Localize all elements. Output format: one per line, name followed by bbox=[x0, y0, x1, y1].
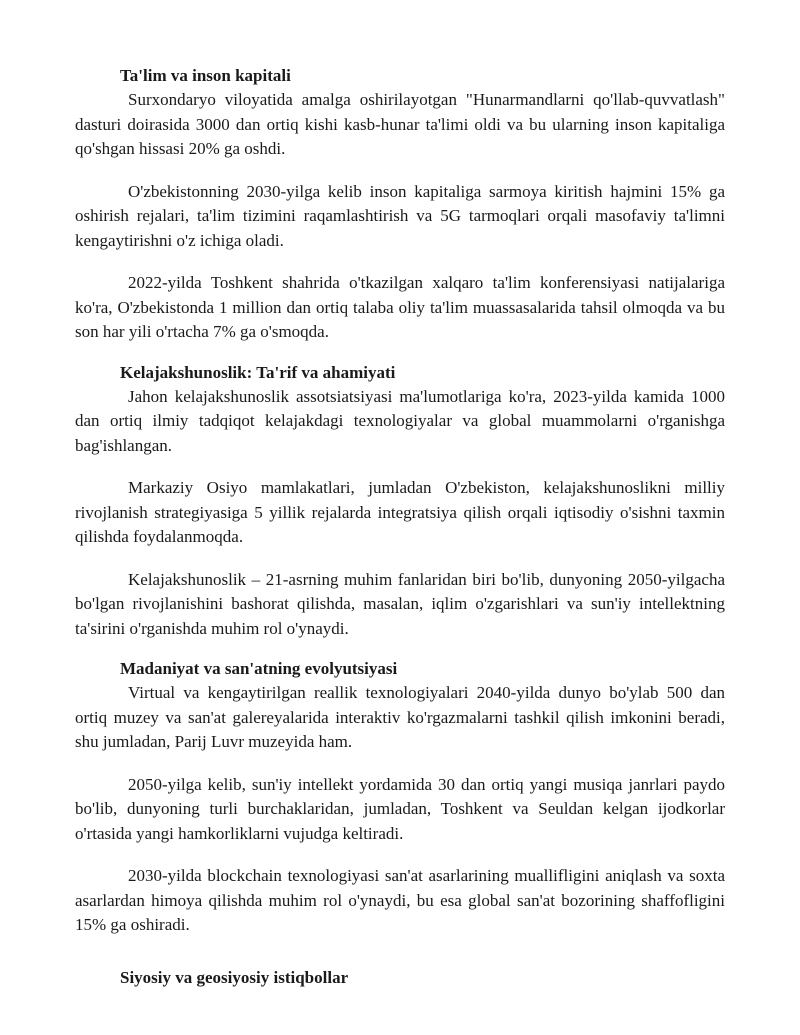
paragraph: Markaziy Osiyo mamlakatlari, jumladan O'zbekiston, kelajakshunoslikni milliy rivojlanish strategiyasiga 5 yillik rejalarda integratsiya qilish orqali iqtisodiy o'sishni taxmin qilishda foydalanmoqda. bbox=[75, 478, 725, 546]
document-page bbox=[75, 64, 725, 990]
section-education bbox=[75, 64, 725, 345]
paragraph: Virtual va kengaytirilgan reallik texnologiyalari 2040-yilda dunyo bo'ylab 500 dan ortiq muzey va san'at galereyalarida interaktiv ko'rgazmalarni tashkil qilish imkonini beradi, shu jumladan, Parij Luvr muzeyida ham. bbox=[75, 683, 725, 751]
section-heading: Siyosiy va geosiyosiy istiqbollar bbox=[120, 967, 349, 987]
section-heading: Kelajakshunoslik: Ta'rif va ahamiyati bbox=[120, 362, 396, 382]
paragraph: 2030-yilda blockchain texnologiyasi san'at asarlarining muallifligini aniqlash va soxta asarlardan himoya qilishda muhim rol o'ynaydi, bu esa global san'at bozorining shaffofligini 15% ga oshiradi. bbox=[75, 866, 725, 934]
paragraph: 2022-yilda Toshkent shahrida o'tkazilgan xalqaro ta'lim konferensiyasi natijalariga ko'ra, O'zbekistonda 1 million dan ortiq talaba oliy ta'lim muassasalarida tahsil olmoqda va bu son har yili o'rtacha 7% ga o'smoqda. bbox=[75, 273, 725, 341]
paragraph: Surxondaryo viloyatida amalga oshirilayotgan "Hunarmandlarni qo'llab-quvvatlash" dasturi doirasida 3000 dan ortiq kishi kasb-hunar ta'limi oldi va bu ularning inson kapitaliga qo'shgan hissasi 20% ga oshdi. bbox=[75, 90, 725, 158]
paragraph: Jahon kelajakshunoslik assotsiatsiyasi ma'lumotlariga ko'ra, 2023-yilda kamida 1000 dan ortiq ilmiy tadqiqot kelajakdagi texnologiyalar va global muammolarni o'rganishga bag'ishlangan. bbox=[75, 386, 725, 455]
section-heading: Madaniyat va san'atning evolyutsiyasi bbox=[120, 659, 398, 678]
section-politics bbox=[75, 966, 725, 990]
paragraph: 2050-yilga kelib, sun'iy intellekt yordamida 30 dan ortiq yangi musiqa janrlari paydo bo'lib, dunyoning turli burchaklaridan, jumladan, Toshkent va Seuldan kelgan ijodkorlar o'rtasida yangi hamkorliklarni vujudga keltiradi. bbox=[75, 774, 725, 843]
paragraph: Kelajakshunoslik – 21-asrning muhim fanlaridan biri bo'lib, dunyoning 2050-yilgacha bo'lgan rivojlanishini bashorat qilishda, masalan, iqlim o'zgarishlari va sun'iy intellektning ta'sirini o'rganishda muhim rol o'ynaydi. bbox=[75, 569, 725, 638]
section-culture bbox=[75, 657, 725, 938]
section-heading: Ta'lim va inson kapitali bbox=[120, 66, 291, 85]
paragraph: O'zbekistonning 2030-yilga kelib inson kapitaliga sarmoya kiritish hajmini 15% ga oshirish rejalari, ta'lim tizimini raqamlashtirish va 5G tarmoqlari orqali masofaviy ta'limni kengaytirishni o'z ichiga oladi. bbox=[75, 181, 725, 250]
section-futurology bbox=[75, 361, 725, 642]
